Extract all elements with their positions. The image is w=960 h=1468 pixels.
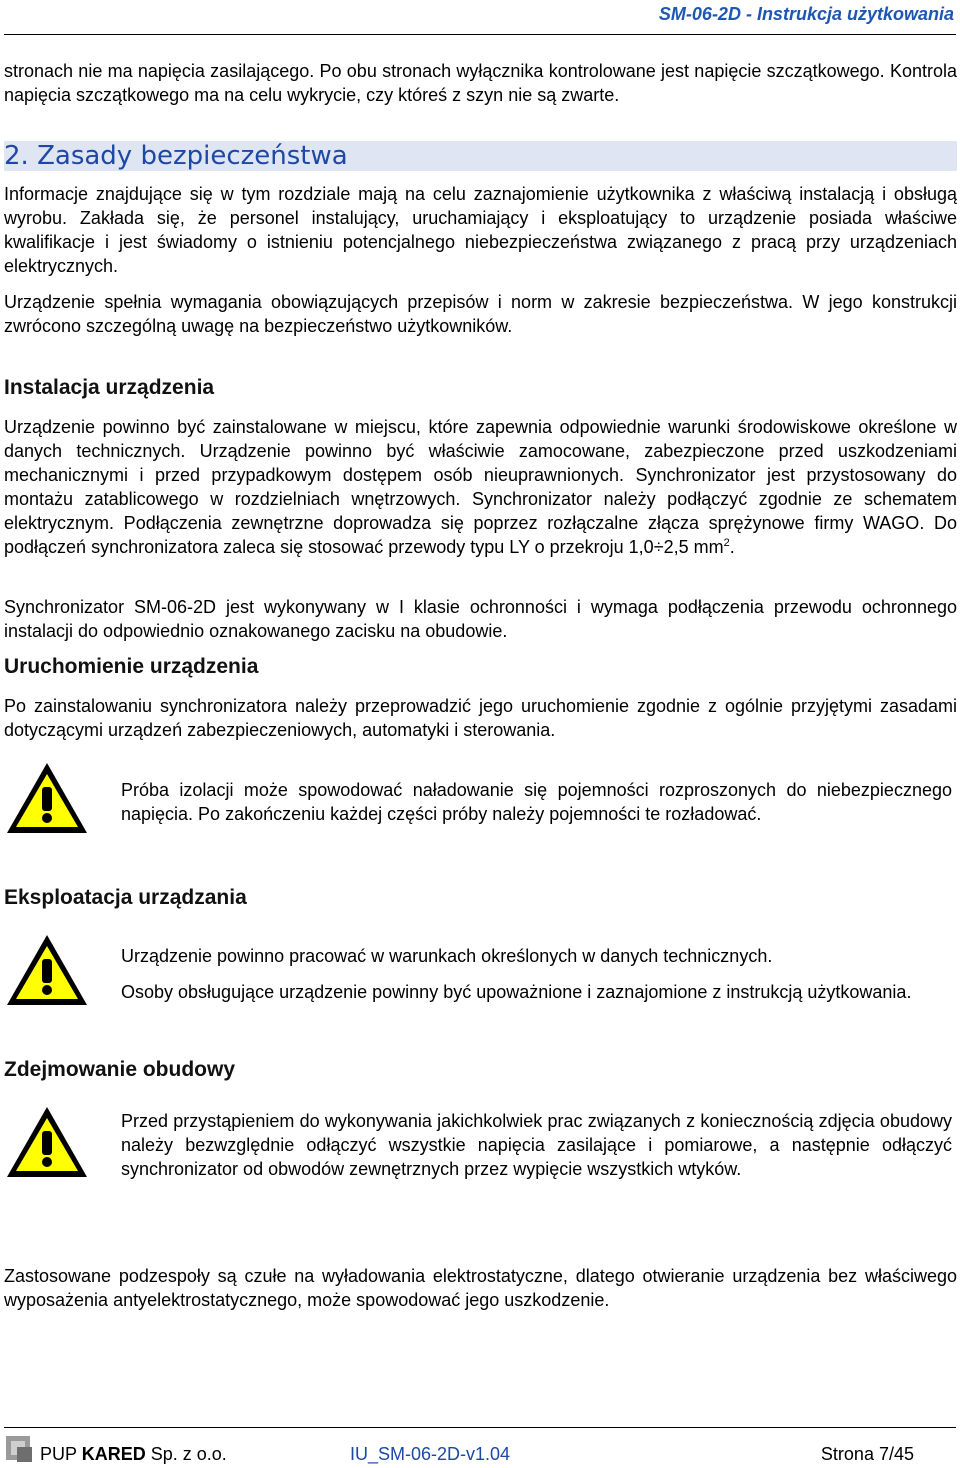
footer-company — [40, 1443, 227, 1465]
footer-page-number: Strona 7/45 — [820, 1444, 914, 1464]
startup-heading: Uruchomienie urządzenia — [4, 655, 259, 678]
footer-divider — [4, 1427, 956, 1428]
esd-note: Zastosowane podzespoły są czułe na wyładowania elektrostatyczne, dlatego otwieranie urządzenia bez właściwego wyposażenia antyelektrostatycznego, może spowodować jego uszkodzenie. — [4, 1266, 957, 1310]
intro-paragraph: stronach nie ma napięcia zasilającego. Po obu stronach wyłącznika kontrolowane jest napięcie szczątkowego. Kontrola napięcia szczątkowego ma na celu wykrycie, czy któreś z szyn nie są zwarte. — [4, 61, 957, 105]
protection-class-paragraph: Synchronizator SM-06-2D jest wykonywany w I klasie ochronności i wymaga podłączenia przewodu ochronnego instalacji do odpowiednio oznakowanego zacisku na obudowie. — [4, 597, 957, 641]
company-name: KARED — [81, 1444, 146, 1464]
section-heading: 2. Zasady bezpieczeństwa — [4, 141, 348, 171]
safety-intro-paragraph: Informacje znajdujące się w tym rozdziale mają na celu zaznajomienie użytkownika z właściwą instalacją i obsługą wyrobu. Zakłada się, że personel instalujący, uruchamiający i eksploatujący to urządzenie posiada właściwe kwalifikacje i jest świadomy o istnieniu potencjalnego niebezpieczeństwa związanego z pracą przy urządzeniach elektrycznych. — [4, 184, 957, 276]
company-prefix: PUP — [40, 1444, 77, 1464]
warning-triangle-icon — [4, 760, 90, 836]
installation-text: Urządzenie powinno być zainstalowane w miejscu, które zapewnia odpowiednie warunki środowiskowe określone w danych technicznych. Urządzenie powinno być właściwie zamocowane, zabezpieczone przed uszkodzeniami mechanicznymi i przed przypadkowym dostępem osób nieuprawnionych. Synchronizator jest przystosowany do montażu zatablicowego w rozdzielniach wnętrzowych. Synchronizator należy podłączyć zgodnie ze schematem elektrycznym. Podłączenia zewnętrzne doprowadza się poprzez rozłączalne złącza sprężynowe firmy WAGO. Do podłączeń synchronizatora zaleca się stosować przewody typu LY o przekroju 1,0÷2,5 mm — [4, 417, 957, 557]
installation-text-end: . — [729, 537, 735, 557]
installation-heading: Instalacja urządzenia — [4, 376, 215, 399]
removal-warning-text: Przed przystąpieniem do wykonywania jakichkolwiek prac związanych z koniecznością zdjęcia obudowy należy bezwzględnie odłączyć wszystkie napięcia zasilające i pomiarowe, a następnie odłączyć synchronizator od obwodów zewnętrznych przez wypięcie wszystkich wtyków. — [121, 1111, 952, 1179]
operation-conditions-text: Urządzenie powinno pracować w warunkach określonych w danych technicznych. — [121, 946, 773, 966]
document-title: SM-06-2D - Instrukcja użytkowania — [658, 4, 954, 24]
unit-superscript: 2 — [723, 537, 730, 549]
warning-triangle-icon — [4, 1104, 90, 1180]
removal-heading: Zdejmowanie obudowy — [4, 1058, 236, 1081]
startup-warning-text: Próba izolacji może spowodować naładowanie się pojemności rozproszonych do niebezpiecznego napięcia. Po zakończeniu każdej części próby należy pojemności te rozładować. — [121, 780, 952, 824]
startup-paragraph: Po zainstalowaniu synchronizatora należy przeprowadzić jego uruchomienie zgodnie z ogólnie przyjętymi zasadami dotyczącymi urządzeń zabezpieczeniowych, automatyki i sterowania. — [4, 696, 957, 740]
footer-doc-id: IU_SM-06-2D-v1.04 — [350, 1444, 511, 1464]
installation-paragraph — [4, 415, 957, 559]
warning-triangle-icon — [4, 932, 90, 1008]
safety-standards-paragraph: Urządzenie spełnia wymagania obowiązujących przepisów i norm w zakresie bezpieczeństwa. W jego konstrukcji zwrócono szczególną uwagę na bezpieczeństwo użytkowników. — [4, 292, 957, 336]
operation-heading: Eksploatacja urządzania — [4, 886, 247, 909]
operation-staff-text: Osoby obsługujące urządzenie powinny być upoważnione i zaznajomione z instrukcją użytkowania. — [121, 982, 912, 1002]
header-divider — [4, 34, 956, 35]
company-suffix: Sp. z o.o. — [150, 1444, 227, 1464]
company-logo-icon — [4, 1434, 34, 1464]
